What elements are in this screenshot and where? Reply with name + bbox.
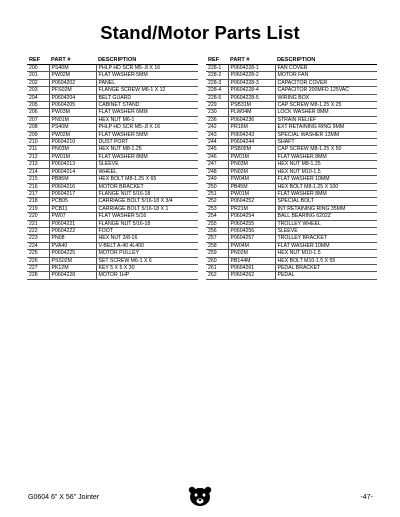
description-cell: FOOT (96, 227, 198, 234)
part-number-cell: PW04M (228, 176, 275, 183)
ref-cell: 216 (27, 183, 49, 190)
description-cell: MOTOR PULLEY (96, 250, 198, 257)
description-cell: BALL BEARING 6202Z (275, 213, 377, 220)
table-row (27, 213, 198, 220)
ref-cell: 205 (27, 102, 49, 109)
part-number-cell: PFS02M (49, 87, 96, 94)
page-title: Stand/Motor Parts List (100, 22, 300, 43)
part-number-cell: PN01M (49, 116, 96, 123)
header-row (206, 56, 377, 65)
table-row (27, 161, 198, 168)
ref-cell: 207 (27, 116, 49, 123)
description-cell: WIRING BOX (275, 94, 377, 101)
part-number-cell: P0604217 (49, 190, 96, 197)
part-header: PART # (49, 56, 96, 65)
part-number-cell: PW02M (49, 131, 96, 138)
part-number-cell: P0604228-1 (228, 65, 275, 72)
description-cell: FAN COVER (275, 65, 377, 72)
ref-cell: 261 (206, 264, 228, 271)
parts-table-left-body (27, 65, 198, 280)
ref-cell: 201 (27, 72, 49, 79)
description-cell: FLAT WASHER 5MM (96, 131, 198, 138)
description-cell: PANEL (96, 79, 198, 86)
part-number-cell: PK12M (49, 264, 96, 271)
part-number-cell: P0604222 (49, 227, 96, 234)
description-cell: FLAT WASHER 8MM (96, 153, 198, 160)
table-row (206, 242, 377, 249)
ref-cell: 256 (206, 227, 228, 234)
table-row (27, 94, 198, 101)
table-row (206, 235, 377, 242)
parts-table-left (27, 56, 198, 280)
part-number-cell: PB86M (49, 176, 96, 183)
description-cell: INT RETAINING RING 35MM (275, 205, 377, 212)
description-cell: HEX NUT 3/8-16 (96, 235, 198, 242)
part-number-cell: P0604228-2 (228, 72, 275, 79)
part-number-cell: P0604228 (49, 272, 96, 279)
part-number-cell: PSS02M (49, 257, 96, 264)
description-cell: FLAT WASHER 8MM (275, 153, 377, 160)
parts-table-right (206, 56, 377, 280)
table-row (27, 220, 198, 227)
part-number-cell: PW04M (228, 242, 275, 249)
part-number-cell: P0604228-3 (228, 79, 275, 86)
part-number-cell: P0604261 (228, 264, 275, 271)
part-number-cell: PSB31M (228, 102, 275, 109)
ref-cell: 260 (206, 257, 228, 264)
table-row (27, 124, 198, 131)
part-number-cell: P0604228-5 (228, 94, 275, 101)
description-cell: HEX BOLT M10-1.5 X 55 (275, 257, 377, 264)
ref-cell: 252 (206, 198, 228, 205)
part-number-cell: P0604256 (228, 227, 275, 234)
ref-cell: 228-1 (206, 65, 228, 72)
header-row (27, 56, 198, 65)
table-row (206, 94, 377, 101)
description-cell: FLAT WASHER 10MM (275, 176, 377, 183)
table-row (27, 109, 198, 116)
description-cell: CARRIAGE BOLT 5/16-18 X 1 (96, 205, 198, 212)
ref-cell: 209 (27, 131, 49, 138)
part-number-cell: P0604236 (228, 116, 275, 123)
part-number-cell: PLW04M (228, 109, 275, 116)
description-cell: FLANGE NUT 5/16-18 (96, 190, 198, 197)
description-cell: PHLP HD SCR M5-.8 X 16 (96, 124, 198, 131)
ref-cell: 242 (206, 124, 228, 131)
ref-cell: 210 (27, 139, 49, 146)
part-number-cell: PW01M (228, 190, 275, 197)
part-number-cell: P0604214 (49, 168, 96, 175)
ref-cell: 228-4 (206, 87, 228, 94)
description-cell: CAP SCREW M8-1.25 X 25 (275, 102, 377, 109)
parts-tables (27, 56, 377, 280)
ref-cell: 202 (27, 79, 49, 86)
description-cell: CABINET STAND (96, 102, 198, 109)
part-number-cell: PN08 (49, 235, 96, 242)
table-row (206, 102, 377, 109)
table-row (27, 242, 198, 249)
description-cell: SPECIAL WASHER 13MM (275, 131, 377, 138)
table-row (27, 272, 198, 279)
ref-cell: 220 (27, 213, 49, 220)
ref-cell: 212 (27, 153, 49, 160)
description-cell: EXT RETAINING RING 9MM (275, 124, 377, 131)
description-header: DESCRIPTION (96, 56, 198, 65)
description-cell: HEX NUT M8-1.25 (96, 146, 198, 153)
part-number-cell: PR21M (228, 205, 275, 212)
ref-cell: 215 (27, 176, 49, 183)
ref-cell: 214 (27, 168, 49, 175)
ref-cell: 259 (206, 250, 228, 257)
ref-cell: 236 (206, 116, 228, 123)
table-row (206, 161, 377, 168)
table-row (206, 205, 377, 212)
description-cell: STRAIN RELIEF (275, 116, 377, 123)
ref-cell: 206 (27, 109, 49, 116)
description-cell: MOTOR 1HP (96, 272, 198, 279)
part-number-cell: P0604254 (228, 213, 275, 220)
table-row (27, 190, 198, 197)
table-row (206, 79, 377, 86)
description-cell: V-BELT A-40 4L400 (96, 242, 198, 249)
table-row (27, 183, 198, 190)
description-cell: SLEEVE (96, 161, 198, 168)
part-number-cell: P0604221 (49, 220, 96, 227)
table-row (206, 124, 377, 131)
ref-cell: 228-2 (206, 72, 228, 79)
table-row (27, 79, 198, 86)
table-row (27, 153, 198, 160)
description-cell: CARRIAGE BOLT 5/16-18 X 3/4 (96, 198, 198, 205)
table-row (206, 272, 377, 279)
part-number-cell: PN02M (228, 168, 275, 175)
part-number-cell: P0604202 (49, 79, 96, 86)
description-cell: FLANGE SCREW M6-1 X 12 (96, 87, 198, 94)
part-number-cell: PW03M (49, 109, 96, 116)
description-cell: FLAT WASHER 5MM (96, 72, 198, 79)
table-row (206, 220, 377, 227)
description-cell: FLAT WASHER 5/16 (96, 213, 198, 220)
part-number-cell: P0604257 (228, 235, 275, 242)
table-row (206, 190, 377, 197)
part-number-cell: P0604244 (228, 139, 275, 146)
ref-cell: 203 (27, 87, 49, 94)
table-row (27, 146, 198, 153)
ref-cell: 262 (206, 272, 228, 279)
description-cell: MOTOR FAN (275, 72, 377, 79)
ref-cell: 251 (206, 190, 228, 197)
ref-cell: 228-5 (206, 94, 228, 101)
table-row (27, 205, 198, 212)
part-number-cell: P0604225 (49, 250, 96, 257)
table-row (27, 235, 198, 242)
table-row (206, 65, 377, 72)
description-cell: MOTOR BRACKET (96, 183, 198, 190)
part-header: PART # (228, 56, 275, 65)
description-cell: DUST PORT (96, 139, 198, 146)
description-cell: HEX NUT M10-1.5 (275, 168, 377, 175)
page-number: -47- (360, 494, 373, 501)
table-row (206, 198, 377, 205)
table-row (27, 87, 198, 94)
ref-cell: 247 (206, 161, 228, 168)
description-cell: TROLLEY WHEEL (275, 220, 377, 227)
ref-cell: 225 (27, 250, 49, 257)
description-cell: WHEEL (96, 168, 198, 175)
part-number-cell: PW07 (49, 213, 96, 220)
description-cell: SLEEVE (275, 227, 377, 234)
ref-cell: 200 (27, 65, 49, 72)
table-row (27, 264, 198, 271)
ref-cell: 223 (27, 235, 49, 242)
part-number-cell: PB144M (228, 257, 275, 264)
part-number-cell: PB45M (228, 183, 275, 190)
table-row (27, 139, 198, 146)
part-number-cell: PN03M (228, 161, 275, 168)
ref-cell: 245 (206, 146, 228, 153)
description-cell: SET SCREW M6-1 X 6 (96, 257, 198, 264)
part-number-cell: PS40M (49, 65, 96, 72)
part-number-cell: PN03M (49, 146, 96, 153)
part-number-cell: P0604262 (228, 272, 275, 279)
description-cell: PEDAL (275, 272, 377, 279)
description-cell: HEX NUT M8-1.25 (275, 161, 377, 168)
table-row (27, 131, 198, 138)
footer-model: G0604 6" X 56" Jointer (28, 494, 100, 501)
description-cell: FLANGE NUT 5/16-18 (96, 220, 198, 227)
description-cell: PHLP HD SCR M5-.8 X 16 (96, 65, 198, 72)
table-row (206, 183, 377, 190)
table-row (206, 250, 377, 257)
part-number-cell: PS40M (49, 124, 96, 131)
table-row (206, 153, 377, 160)
part-number-cell: PW02M (49, 72, 96, 79)
ref-cell: 224 (27, 242, 49, 249)
part-number-cell: P0604213 (49, 161, 96, 168)
description-cell: CAP SCREW M8-1.25 X 50 (275, 146, 377, 153)
table-row (206, 109, 377, 116)
table-row (27, 227, 198, 234)
table-row (27, 72, 198, 79)
table-row (206, 176, 377, 183)
ref-cell: 213 (27, 161, 49, 168)
table-row (206, 168, 377, 175)
part-number-cell: PCB11 (49, 205, 96, 212)
ref-header: REF (27, 56, 49, 65)
part-number-cell: P0604228-4 (228, 87, 275, 94)
ref-cell: 229 (206, 102, 228, 109)
ref-cell: 257 (206, 235, 228, 242)
table-row (27, 102, 198, 109)
ref-cell: 253 (206, 205, 228, 212)
table-row (27, 250, 198, 257)
description-cell: HEX BOLT M8-1.25 X 100 (275, 183, 377, 190)
part-number-cell: P0604252 (228, 198, 275, 205)
ref-cell: 218 (27, 198, 49, 205)
description-cell: LOCK WASHER 8MM (275, 109, 377, 116)
description-cell: HEX BOLT M8-1.25 X 65 (96, 176, 198, 183)
table-row (27, 176, 198, 183)
description-header: DESCRIPTION (275, 56, 377, 65)
part-number-cell: P0604210 (49, 139, 96, 146)
table-row (206, 213, 377, 220)
table-row (206, 146, 377, 153)
part-number-cell: P0604243 (228, 131, 275, 138)
ref-cell: 243 (206, 131, 228, 138)
part-number-cell: PCB05 (49, 198, 96, 205)
ref-cell: 208 (27, 124, 49, 131)
ref-cell: 227 (27, 264, 49, 271)
description-cell: SHAFT (275, 139, 377, 146)
part-number-cell: PVA40 (49, 242, 96, 249)
parts-table-right-body (206, 65, 377, 280)
table-row (206, 72, 377, 79)
ref-cell: 230 (206, 109, 228, 116)
part-number-cell: P0604204 (49, 94, 96, 101)
table-row (206, 227, 377, 234)
description-cell: BELT GUARD (96, 94, 198, 101)
table-row (206, 87, 377, 94)
ref-cell: 254 (206, 213, 228, 220)
table-row (27, 198, 198, 205)
ref-cell: 219 (27, 205, 49, 212)
description-cell: FLAT WASHER 10MM (275, 242, 377, 249)
ref-cell: 226 (27, 257, 49, 264)
part-number-cell: PW01M (49, 153, 96, 160)
table-row (206, 257, 377, 264)
description-cell: TROLLEY BRACKET (275, 235, 377, 242)
description-cell: SPECIAL BOLT (275, 198, 377, 205)
table-row (27, 65, 198, 72)
description-cell: FLAT WASHER 8MM (275, 190, 377, 197)
description-cell: KEY 5 X 5 X 30 (96, 264, 198, 271)
table-row (206, 264, 377, 271)
ref-cell: 255 (206, 220, 228, 227)
ref-cell: 217 (27, 190, 49, 197)
description-cell: HEX NUT M10-1.5 (275, 250, 377, 257)
ref-cell: 211 (27, 146, 49, 153)
table-row (206, 131, 377, 138)
ref-cell: 228-3 (206, 79, 228, 86)
table-row (206, 116, 377, 123)
ref-cell: 249 (206, 176, 228, 183)
part-number-cell: PN02M (228, 250, 275, 257)
ref-cell: 221 (27, 220, 49, 227)
table-row (27, 116, 198, 123)
grizzly-bear-logo-icon (185, 484, 215, 508)
ref-cell: 222 (27, 227, 49, 234)
description-cell: PEDAL BRACKET (275, 264, 377, 271)
description-cell: FLAT WASHER 6MM (96, 109, 198, 116)
description-cell: CAPACITOR 200MFD 125VAC (275, 87, 377, 94)
ref-cell: 244 (206, 139, 228, 146)
ref-cell: 228 (27, 272, 49, 279)
ref-cell: 248 (206, 168, 228, 175)
part-number-cell: P0604205 (49, 102, 96, 109)
description-cell: CAPACITOR COVER (275, 79, 377, 86)
part-number-cell: P0604255 (228, 220, 275, 227)
table-row (206, 139, 377, 146)
ref-cell: 250 (206, 183, 228, 190)
ref-cell: 246 (206, 153, 228, 160)
ref-header: REF (206, 56, 228, 65)
ref-cell: 204 (27, 94, 49, 101)
description-cell: HEX NUT M6-1 (96, 116, 198, 123)
table-row (27, 257, 198, 264)
part-number-cell: PSB05M (228, 146, 275, 153)
part-number-cell: P0604216 (49, 183, 96, 190)
table-row (27, 168, 198, 175)
part-number-cell: PR16M (228, 124, 275, 131)
ref-cell: 258 (206, 242, 228, 249)
part-number-cell: PW01M (228, 153, 275, 160)
